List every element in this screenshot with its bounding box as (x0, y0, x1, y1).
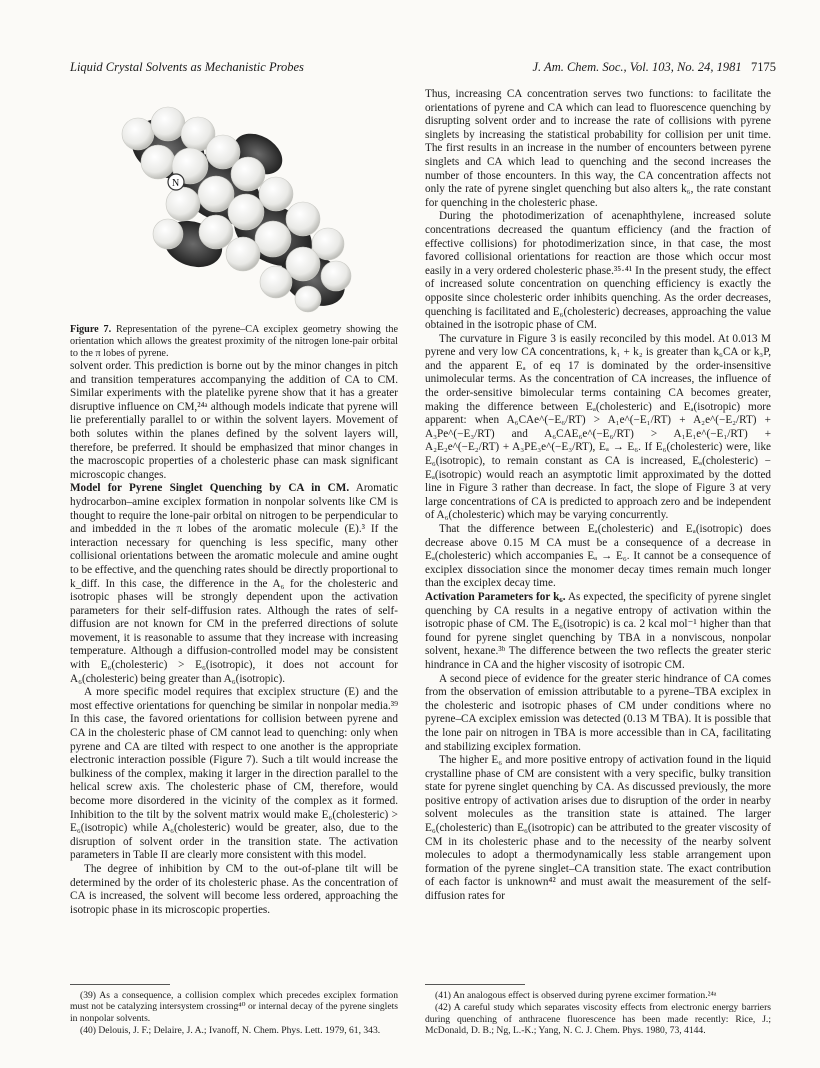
right-paragraph-7: The higher E₆ and more positive entropy of activation found in the liquid crystalline phase of CM are consistent with a very specific, bulky transition state for pyrene singlet quenching by CA. As discussed previously, the more positive entropy of activation arises due to disruption of the order in nearby solvent molecules as the transition state is attained. The larger E₆(cholesteric) than E₆(isotropic) can be attributed to the greater viscosity of CM in its cholesteric phase and to the necessity of the nearby solvent molecules to adopt a thermodynamically less stable arrangement upon formation of the pyrene singlet–CA transition state. The exact contribution of each factor is unknown⁴² and must await the measurement of the self-diffusion rates for (425, 754, 771, 903)
journal-citation: J. Am. Chem. Soc., Vol. 103, No. 24, 1981 (532, 60, 742, 74)
footnote-rule-left (70, 984, 170, 985)
footnote-39: (39) As a consequence, a collision complex which precedes exciplex formation must not be catalyzing intersystem crossing⁴⁰ or internal decay of the pyrene singlets in nonpolar solvents. (70, 990, 398, 1024)
footnote-40: (40) Delouis, J. F.; Delaire, J. A.; Ivanoff, N. Chem. Phys. Lett. 1979, 61, 343. (80, 1025, 381, 1037)
figure-caption-text: Representation of the pyrene–CA exciplex geometry showing the orientation which allows the greatest proximity of the nitrogen lone-pair orbital to the π lobes of pyrene. (70, 324, 398, 359)
left-column (70, 88, 398, 917)
footnotes-right (425, 990, 771, 1038)
right-paragraph-5-text: As expected, the specificity of pyrene singlet quenching by CA results in a negative entropy of activation within the isotropic phase of CM. The E₆(isotropic) is ca. 2 kcal mol⁻¹ higher than that found for pyrene singlet quenching by TBA in a nonviscous, nonpolar solvent, hexane.³ᵇ The difference between the two reflects the greater steric hindrance in CA and the higher viscosity of isotropic CM. (425, 590, 771, 671)
right-paragraph-6: A second piece of evidence for the greater steric hindrance of CA comes from the observation of emission attributable to a pyrene–TBA exciplex in the cholesteric and isotropic phases of CM under conditions where no pyrene–CA exciplex emission was detected (0.13 M TBA). It is possible that the lone pair on nitrogen in TBA is more accessible than in CA, facilitating and stabilizing exciplex formation. (425, 672, 771, 753)
footnote-rule-right (425, 984, 525, 985)
left-paragraph-1: solvent order. This prediction is borne out by the minor changes in pitch and transition temperatures accompanying the addition of CA to CM. Similar experiments with the platelike pyrene show that it has a greater disruptive influence on CM,²⁴ᵃ although models indicate that pyrene will lie preferentially parallel to or within the solvent layers. Movement of both solutes within the planes defined by the solvent layers will, therefore, be preferred. It should be emphasized that minor changes in the macroscopic properties of a cholesteric phase can mask significant microscopic changes. (70, 360, 398, 481)
left-paragraph-2-text: Aromatic hydrocarbon–amine exciplex formation in nonpolar solvents like CM is thought to require the lone-pair orbital on nitrogen to be perpendicular to and imbedded in the π lobes of the aromatic molecule (E).³ If the interaction necessary for quenching is less specific, many other collisional orientations between the aromatic molecule and amine ought to be effective, and the quenching rates should be directly proportional to k_diff. In this case, the difference in the A₆ for the cholesteric and isotropic phases will be strongly dependent upon the activation parameters for their self-diffusion rates. Although the rates of self-diffusion are not known for CM in the preferred directions of solute movement, it is reasonable to assume that they increase with increasing temperature. Although a diffusion-controlled model may be consistent with E₆(cholesteric) > E₆(isotropic), it does not account for A₆(cholesteric) being greater than A₆(isotropic). (70, 482, 398, 685)
right-paragraph-1: Thus, increasing CA concentration serves two functions: to facilitate the orientations of pyrene and CA which can lead to fluorescence quenching by disrupting solvent order and to increase the rate of collisions with pyrene singlets by increasing the statistical probability for collision per unit time. The first results in an increase in the number of encounters between pyrene singlets and CA which lead to quenching and the second increases the number of those encounters. In this way, the CA concentration affects not only the rate of pyrene singlet quenching but also alters k₆, the rate constant for quenching in the cholesteric phase. (425, 88, 771, 209)
footnotes-left (70, 990, 398, 1038)
left-paragraph-4: The degree of inhibition by CM to the out-of-plane tilt will be determined by the order of its cholesteric phase. As the concentration of CA is increased, the solvent will become less ordered, approaching the isotropic phase in its microscopic properties. (70, 862, 398, 916)
right-paragraph-4: That the difference between Eₐ(cholesteric) and Eₐ(isotropic) does decrease above 0.15 M CA must be a consequence of a decrease in Eₐ(cholesteric) which accompanies Eₐ → E₆. It cannot be a consequence of exciplex dissociation since the monomer decay times remain much longer than the exciplex decay time. (425, 523, 771, 590)
figure-caption-label: Figure 7. (70, 324, 112, 335)
exciplex-model-image (98, 94, 368, 314)
footnote-41: (41) An analogous effect is observed during pyrene excimer formation.²⁴ᵃ (435, 990, 717, 1001)
section-heading-activation: Activation Parameters for k₆. (425, 590, 566, 603)
nitrogen-label: N (172, 178, 180, 189)
figure-7 (70, 88, 398, 316)
running-header-title: Liquid Crystal Solvents as Mechanistic Probes (70, 60, 304, 74)
page-number: 7175 (751, 60, 776, 74)
section-heading-model: Model for Pyrene Singlet Quenching by CA in CM. (70, 482, 350, 495)
running-header-journal (532, 60, 776, 75)
right-paragraph-3: The curvature in Figure 3 is easily reconciled by this model. At 0.013 M pyrene and very low CA concentrations, k₁ + k₂ is greater than k₆CA or k₃P, and the apparent Eₐ of eq 17 is dominated by the order-insensitive unimolecular terms. As the concentration of CA increases, the influence of the order-sensitive bimolecular terms containing CA becomes greater, making the difference between Eₐ(cholesteric) and Eₐ(isotropic) more apparent: when A₆CAe^(−E₆/RT) > A₁e^(−E₁/RT) + A₂e^(−E₂/RT) + A₃Pe^(−E₃/RT) and A₆CAE₆e^(−E₆/RT) > A₁E₁e^(−E₁/RT) + A₂E₂e^(−E₂/RT) + A₃PE₃e^(−E₃/RT), Eₐ → E₆. If E₆(cholesteric) were, like E₆(isotropic), to remain constant as CA is increased, Eₐ(cholesteric) − Eₐ(isotropic) would reach an asymptotic limit approximated by the dotted line in Figure 3 rather than decrease. In fact, the slope of Figure 3 at very large concentrations of CA is predicted to approach zero and be independent of A₆(cholesteric) which may be varying concurrently. (425, 332, 771, 522)
left-paragraph-3: A more specific model requires that exciplex structure (E) and the most effective orientations for quenching be similar in nonpolar media.³⁹ In this case, the favored orientations for collision between pyrene and CA in the cholesteric phase of CM cannot lead to quenching: only when pyrene and CA are tilted with respect to one another is the appropriate electronic interaction possible (Figure 7). Such a tilt would increase the bulkiness of the complex, making it larger in the direction parallel to the helical screw axis. The cholesteric phase of CM, therefore, would become more disordered in the vicinity of the complex as it formed. Inhibition to the tilt by the solvent matrix would make E₆(cholesteric) > E₆(isotropic) while A₆(cholesteric) would be greater, also, due to the disruption of solvent order in the transition state. The activation parameters in Table II are clearly more consistent with this model. (70, 686, 398, 862)
figure-caption (70, 324, 398, 360)
footnote-42: (42) A careful study which separates viscosity effects from electronic energy barriers during quenching of anthracene fluorescence has been made recently: Rice, J.; McDonald, D. B.; Ng, L.-K.; Yang, N. C. J. Chem. Phys. 1980, 73, 4144. (425, 1002, 771, 1037)
right-column (425, 88, 771, 904)
right-paragraph-2: During the photodimerization of acenaphthylene, increased solute concentrations decreased the quantum efficiency (and the fraction of effective collisions) for photodimerization since, in that case, the most favored collisional orientations for reaction are those which occur most easily in a very ordered cholesteric phase.³⁵·⁴¹ In the present study, the effect of increased solute concentration on quenching efficiency is exactly the opposite since cholesteric order inhibits quenching. As the order decreases, quenching is facilitated and E₆(cholesteric) decreases, approaching the value obtained in the isotropic phase of CM. (425, 210, 771, 332)
